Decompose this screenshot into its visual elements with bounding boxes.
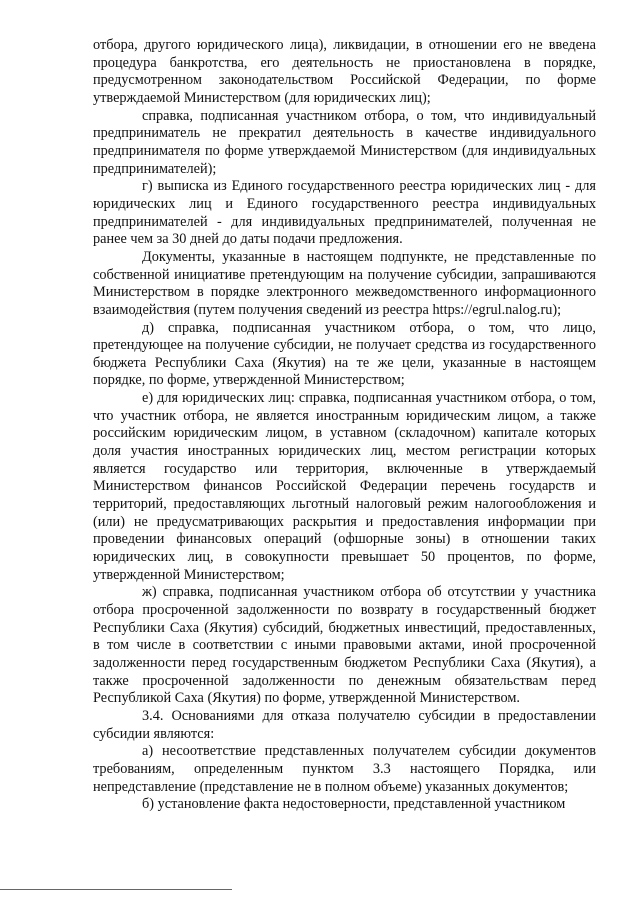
paragraph-continuation: отбора, другого юридического лица), ликвидации, в отношении его не введена процедура банкротства, его деятельность не приостановлена в порядке, предусмотренном законодательством Российской Федерации, по форме утверждаемой Министерством (для юридических лиц); (93, 37, 596, 106)
paragraph-g-registry-extract: г) выписка из Единого государственного реестра юридических лиц - для юридических лиц и Единого государственного реестра индивидуальных предпринимателей - для индивидуальных предпринимателей, полученная не ранее чем за 30 дней до даты подачи предложения. (93, 178, 596, 248)
paragraph-ip-certificate: справка, подписанная участником отбора, о том, что индивидуальный предприниматель не прекратил деятельность в качестве индивидуального предпринимателя по форме утверждаемой Министерством (для индивидуальных предпринимателей); (93, 107, 596, 177)
paragraph-b-unreliability: б) установление факта недостоверности, представленной участником (142, 796, 566, 813)
paragraph-a-noncompliance: а) несоответствие представленных получателем субсидии документов требованиям, определенным пунктом 3.3 настоящего Порядка, или непредставление (представление не в полном объеме) указанных документов; (93, 743, 596, 795)
paragraph-e-foreign-entity: е) для юридических лиц: справка, подписанная участником отбора, о том, что участник отбора, не является иностранным юридическим лицом, а также российским юридическим лицом, в уставном (складочном) капитале которых доля участия иностранных юридических лиц, местом регистрации которых является государство или территория, включенные в утверждаемый Министерством финансов Российской Федерации перечень государств и территорий, предоставляющих льготный налоговый режим налогообложения и (или) не предусматривающих раскрытия и предоставления информации при проведении финансовых операций (офшорные зоны) в отношении таких юридических лиц, в совокупности превышает 50 процентов, по форме, утвержденной Министерством; (93, 390, 596, 583)
paragraph-3-4-refusal-grounds: 3.4. Основаниями для отказа получателю субсидии в предоставлении субсидии являются: (93, 707, 596, 742)
paragraph-zh-no-overdue-debt: ж) справка, подписанная участником отбора об отсутствии у участника отбора просроченной задолженности по возврату в государственный бюджет Республики Саха (Якутия) субсидий, бюджетных инвестиций, предоставленных, в том числе в соответствии с иными правовыми актами, иной просроченной задолженности перед государственным бюджетом Республики Саха (Якутия), а также просроченной задолженности по денежным обязательствам перед Республикой Саха (Якутия) по форме, утвержденной Министерством. (93, 584, 596, 707)
paragraph-d-no-budget-funds: д) справка, подписанная участником отбора, о том, что лицо, претендующее на получение субсидии, не получает средства из государственного бюджета Республики Саха (Якутия) на те же цели, указанные в настоящем порядке, по форме, утвержденной Министерством; (93, 319, 596, 389)
document-body (93, 37, 596, 814)
paragraph-interagency-request: Документы, указанные в настоящем подпункте, не представленные по собственной инициативе претендующим на получение субсидии, запрашиваются Министерством в порядке электронного межведомственного информационного взаимодействия (путем получения сведений из реестра https://egrul.nalog.ru); (93, 248, 596, 318)
footer-divider (0, 889, 232, 890)
